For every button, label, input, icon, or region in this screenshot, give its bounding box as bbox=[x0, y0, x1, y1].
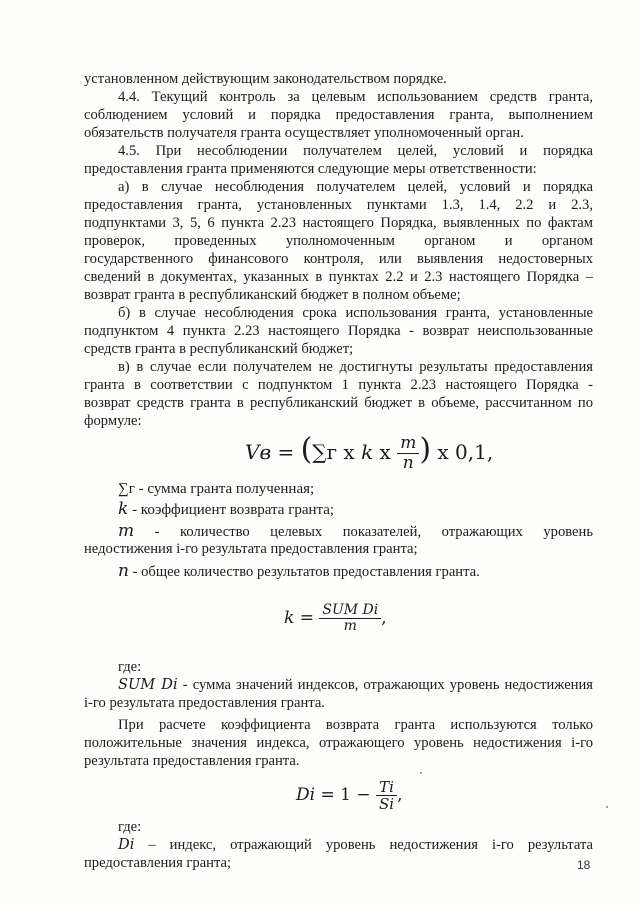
text-line: государственного финансового контроля, или выявления недостоверных bbox=[84, 251, 593, 267]
text-line: подпунктами 3, 5, 6 пункта 2.23 настоящего Порядка, выявленных по фактам bbox=[84, 215, 593, 231]
text-line: подпунктом 4 пункта 2.23 настоящего Порядка - возврат неиспользованные bbox=[84, 323, 593, 339]
definition-symbol: Di bbox=[118, 836, 135, 853]
definition-text: - сумма гранта полученная; bbox=[134, 481, 315, 497]
definition-text: - общее количество результатов предоставления гранта. bbox=[128, 564, 480, 580]
formula-di bbox=[296, 772, 403, 818]
definition-text: - количество целевых показателей, отражающих уровень bbox=[134, 524, 593, 540]
formula-lhs: Vв bbox=[245, 440, 272, 464]
definition-text: – индекс, отражающий уровень недостижения i-го результата bbox=[134, 837, 593, 853]
text-line: обязательств получателя гранта осуществляет уполномоченный орган. bbox=[84, 125, 524, 141]
where-label: где: bbox=[118, 659, 142, 675]
formula-k bbox=[284, 596, 387, 640]
text-line: б) в случае несоблюдения срока использования гранта, установленные bbox=[118, 305, 593, 321]
text-line: средств гранта в республиканский бюджет; bbox=[84, 341, 354, 357]
text-line: проверок, проведенных уполномоченным органом и органом bbox=[84, 233, 593, 249]
text-line: 4.4. Текущий контроль за целевым использованием средств гранта, bbox=[118, 89, 593, 105]
scan-speck bbox=[420, 772, 422, 774]
fraction-numerator: m bbox=[397, 434, 419, 454]
text-line: соблюдением условий и порядка предоставления гранта, выполнением bbox=[84, 107, 593, 123]
formula-lhs: k bbox=[284, 608, 295, 628]
formula-times: x bbox=[379, 440, 391, 464]
definition-di bbox=[118, 836, 593, 854]
definition-m bbox=[118, 522, 593, 541]
formula-fraction bbox=[319, 603, 381, 635]
formula-vb bbox=[245, 424, 493, 476]
page-number: 18 bbox=[577, 858, 591, 872]
formula-sum: ∑г bbox=[312, 440, 338, 464]
definition-text: - коэффициент возврата гранта; bbox=[128, 502, 335, 518]
definition-symbol: m bbox=[118, 521, 135, 541]
text-line: положительные значения индекса, отражающего уровень недостижения i-го bbox=[84, 735, 593, 751]
definition-symbol: k bbox=[118, 499, 129, 519]
formula-eq: = bbox=[299, 608, 314, 628]
fraction-numerator: Ti bbox=[376, 779, 397, 797]
fraction-denominator: m bbox=[343, 618, 357, 634]
definition-symbol: SUM Di bbox=[118, 676, 178, 693]
definition-symbol: n bbox=[118, 561, 129, 581]
scan-speck bbox=[606, 806, 608, 808]
fraction-numerator: SUM Di bbox=[319, 603, 381, 619]
definition-n bbox=[118, 562, 627, 581]
formula-coef: 0,1, bbox=[455, 440, 494, 464]
text-line: предоставления гранта, установленных пунктами 1.3, 1.4, 2.2 и 2.3, bbox=[84, 197, 593, 213]
text-line: установленном действующим законодательством порядке. bbox=[84, 71, 447, 87]
text-line: 4.5. При несоблюдении получателем целей, условий и порядка bbox=[118, 143, 593, 159]
definition-sumdi bbox=[118, 676, 593, 694]
fraction-denominator: Si bbox=[379, 795, 395, 813]
formula-paren: ) bbox=[419, 432, 432, 467]
text-line: При расчете коэффициента возврата гранта используются только bbox=[118, 717, 593, 733]
formula-lhs: Di bbox=[296, 785, 316, 805]
formula-eq: = 1 − bbox=[320, 785, 371, 805]
definition-text: - сумма значений индексов, отражающих уровень недостижения bbox=[177, 677, 594, 693]
formula-fraction bbox=[376, 779, 397, 813]
formula-tail: , bbox=[397, 785, 403, 805]
text-line: сведений в документах, указанных в пунктах 2.2 и 2.3 настоящего Порядка – bbox=[84, 269, 593, 285]
where-label: где: bbox=[118, 819, 142, 835]
formula-k: k bbox=[361, 440, 374, 464]
text-line: предоставления гранта применяются следующие меры ответственности: bbox=[84, 161, 537, 177]
text-line: недостижения i-го результата предоставления гранта; bbox=[84, 541, 418, 557]
formula-paren: ( bbox=[300, 432, 313, 467]
formula-fraction bbox=[397, 434, 419, 472]
text-line: а) в случае несоблюдения получателем целей, условий и порядка bbox=[118, 179, 593, 195]
text-line: формуле: bbox=[84, 413, 142, 429]
text-line: возврат средств гранта в республиканский бюджет в объеме, рассчитанном по bbox=[84, 395, 593, 411]
formula-eq: = bbox=[277, 440, 295, 464]
text-line: в) в случае если получателем не достигнуты результаты предоставления bbox=[118, 359, 593, 375]
text-line: результата предоставления гранта. bbox=[84, 753, 300, 769]
text-line: предоставления гранта; bbox=[84, 855, 232, 871]
text-line: гранта в соответствии с подпунктом 1 пункта 2.23 настоящего Порядка - bbox=[84, 377, 593, 393]
definition-symbol: ∑г bbox=[118, 481, 135, 497]
definition-sum bbox=[118, 480, 627, 498]
formula-tail: , bbox=[381, 608, 387, 628]
text-line: возврат гранта в республиканский бюджет в полном объеме; bbox=[84, 287, 461, 303]
formula-times: x bbox=[437, 440, 449, 464]
formula-times: x bbox=[343, 440, 355, 464]
fraction-denominator: n bbox=[402, 453, 414, 473]
definition-k bbox=[118, 500, 627, 519]
text-line: i-го результата предоставления гранта. bbox=[84, 695, 325, 711]
